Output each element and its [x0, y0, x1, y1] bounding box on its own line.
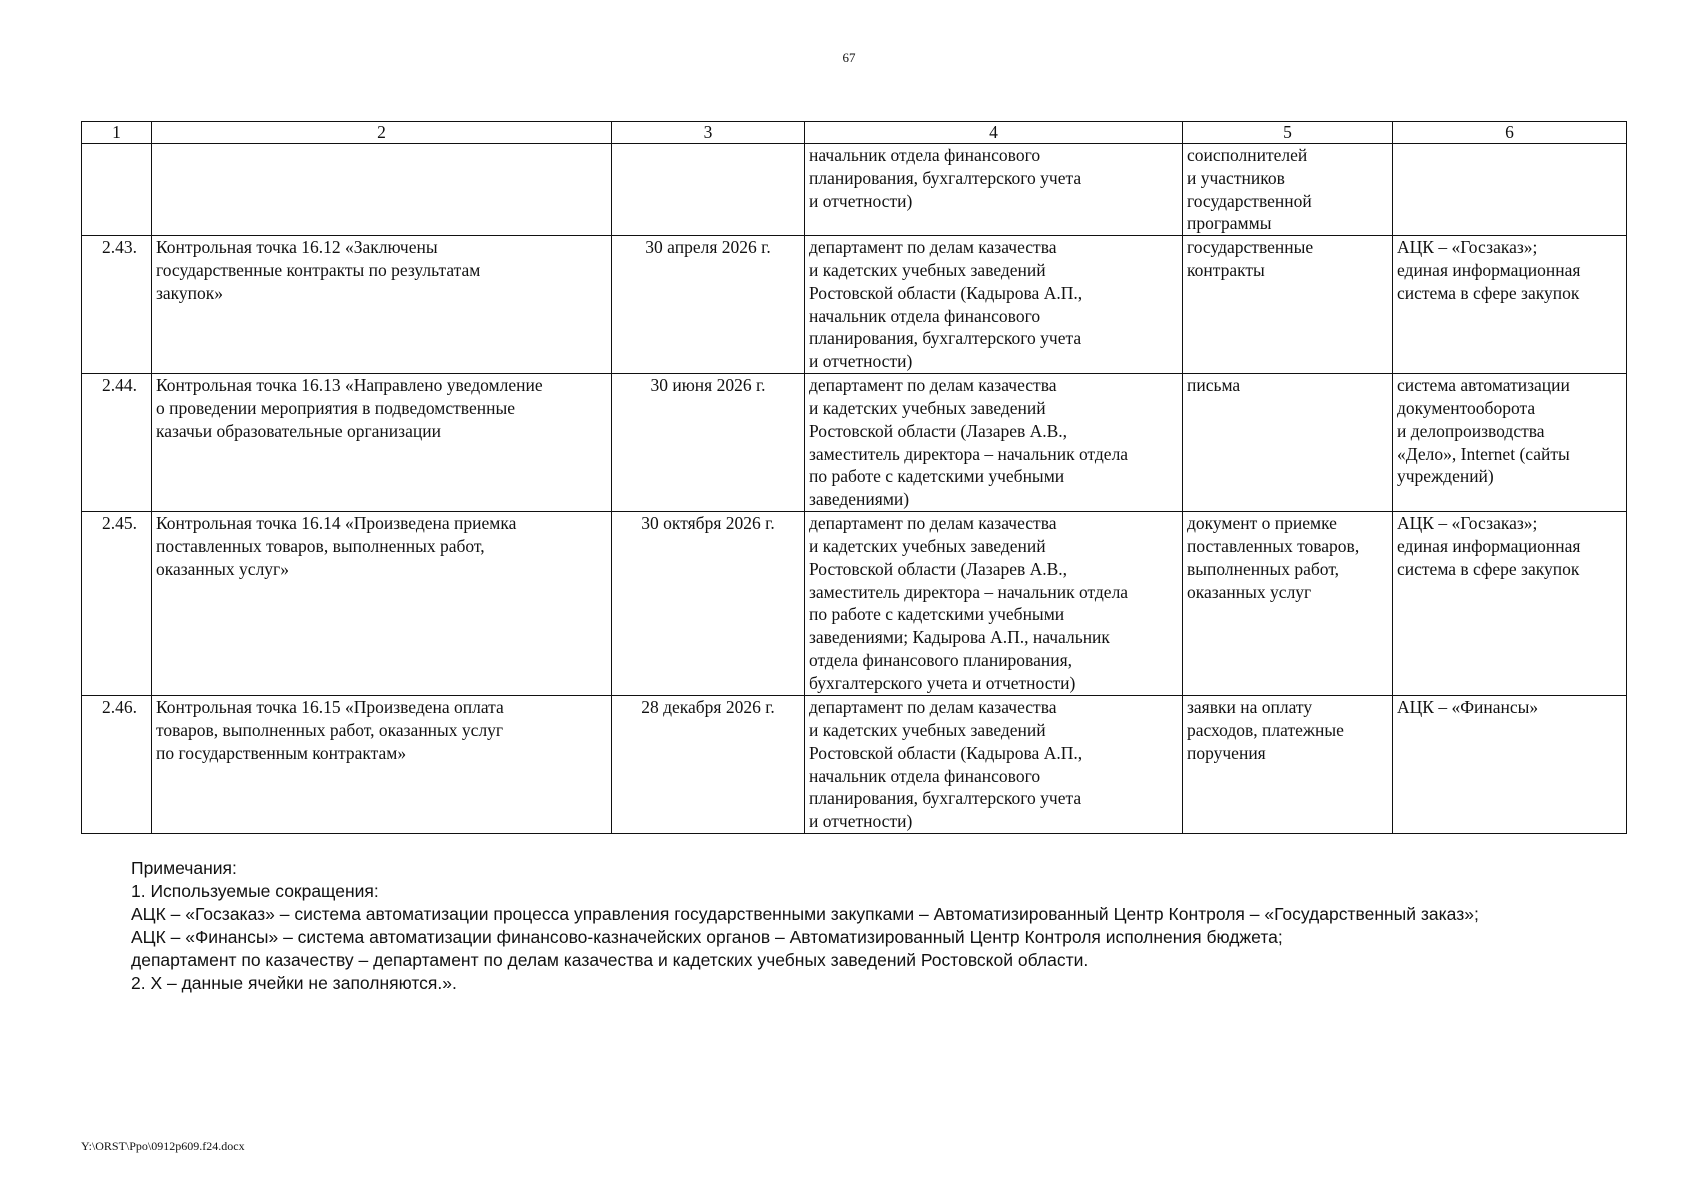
column-header: 6 — [1393, 122, 1627, 144]
column-header: 4 — [805, 122, 1183, 144]
table-row — [82, 144, 1627, 236]
note-item: 1. Используемые сокращения: — [131, 881, 379, 901]
notes-section — [131, 857, 1611, 995]
row-number — [82, 144, 152, 236]
abbreviation-entry: департамент по казачеству – департамент по делам казачества и кадетских учебных заведений Ростовской области. — [131, 950, 1089, 970]
notes-title: Примечания: — [131, 858, 237, 878]
document-file-path: Y:\ORST\Ppo\0912p609.f24.docx — [81, 1139, 245, 1153]
due-date: 30 октября 2026 г. — [612, 512, 805, 696]
column-header: 1 — [82, 122, 152, 144]
column-header: 2 — [152, 122, 612, 144]
note-item: 2. Х – данные ячейки не заполняются.». — [131, 973, 457, 993]
document-type: государственные контракты — [1183, 236, 1393, 374]
document-type: заявки на оплату расходов, платежные поручения — [1183, 696, 1393, 834]
table-header-row — [82, 122, 1627, 144]
control-point-name: Контрольная точка 16.15 «Произведена оплата товаров, выполненных работ, оказанных услуг по государственным контрактам» — [152, 696, 612, 834]
responsible-executor: начальник отдела финансового планирования, бухгалтерского учета и отчетности) — [805, 144, 1183, 236]
row-number: 2.45. — [82, 512, 152, 696]
information-system: АЦК – «Госзаказ»; единая информационная система в сфере закупок — [1393, 236, 1627, 374]
control-point-name — [152, 144, 612, 236]
document-type: соисполнителей и участников государственной программы — [1183, 144, 1393, 236]
page-number: 67 — [842, 50, 856, 65]
due-date: 30 апреля 2026 г. — [612, 236, 805, 374]
control-points-table — [81, 121, 1627, 834]
document-type: документ о приемке поставленных товаров, выполненных работ, оказанных услуг — [1183, 512, 1393, 696]
control-point-name: Контрольная точка 16.14 «Произведена приемка поставленных товаров, выполненных работ, оказанных услуг» — [152, 512, 612, 696]
information-system: система автоматизации документооборота и делопроизводства «Дело», Internet (сайты учреждений) — [1393, 374, 1627, 512]
row-number: 2.43. — [82, 236, 152, 374]
responsible-executor: департамент по делам казачества и кадетских учебных заведений Ростовской области (Кадырова А.П., начальник отдела финансового планирования, бухгалтерского учета и отчетности) — [805, 696, 1183, 834]
information-system — [1393, 144, 1627, 236]
document-type: письма — [1183, 374, 1393, 512]
due-date — [612, 144, 805, 236]
due-date: 30 июня 2026 г. — [612, 374, 805, 512]
information-system: АЦК – «Финансы» — [1393, 696, 1627, 834]
column-header: 3 — [612, 122, 805, 144]
responsible-executor: департамент по делам казачества и кадетских учебных заведений Ростовской области (Лазарев А.В., заместитель директора – начальник отдела по работе с кадетскими учебными заведениями) — [805, 374, 1183, 512]
due-date: 28 декабря 2026 г. — [612, 696, 805, 834]
responsible-executor: департамент по делам казачества и кадетских учебных заведений Ростовской области (Кадырова А.П., начальник отдела финансового планирования, бухгалтерского учета и отчетности) — [805, 236, 1183, 374]
column-header: 5 — [1183, 122, 1393, 144]
table-row — [82, 374, 1627, 512]
row-number: 2.46. — [82, 696, 152, 834]
table-row — [82, 512, 1627, 696]
responsible-executor: департамент по делам казачества и кадетских учебных заведений Ростовской области (Лазарев А.В., заместитель директора – начальник отдела по работе с кадетскими учебными заведениями; Кадырова А.П., начальник отдела финансового планирования, бухгалтерского учета и отчетности) — [805, 512, 1183, 696]
control-point-name: Контрольная точка 16.12 «Заключены государственные контракты по результатам закупок» — [152, 236, 612, 374]
row-number: 2.44. — [82, 374, 152, 512]
abbreviation-entry: АЦК – «Госзаказ» – система автоматизации процесса управления государственными закупками – Автоматизированный Центр Контроля – «Государственный заказ»; — [131, 904, 1479, 924]
table-row — [82, 236, 1627, 374]
abbreviation-entry: АЦК – «Финансы» – система автоматизации финансово-казначейских органов – Автоматизированный Центр Контроля исполнения бюджета; — [131, 927, 1283, 947]
information-system: АЦК – «Госзаказ»; единая информационная система в сфере закупок — [1393, 512, 1627, 696]
control-point-name: Контрольная точка 16.13 «Направлено уведомление о проведении мероприятия в подведомственные казачьи образовательные организации — [152, 374, 612, 512]
table-row — [82, 696, 1627, 834]
